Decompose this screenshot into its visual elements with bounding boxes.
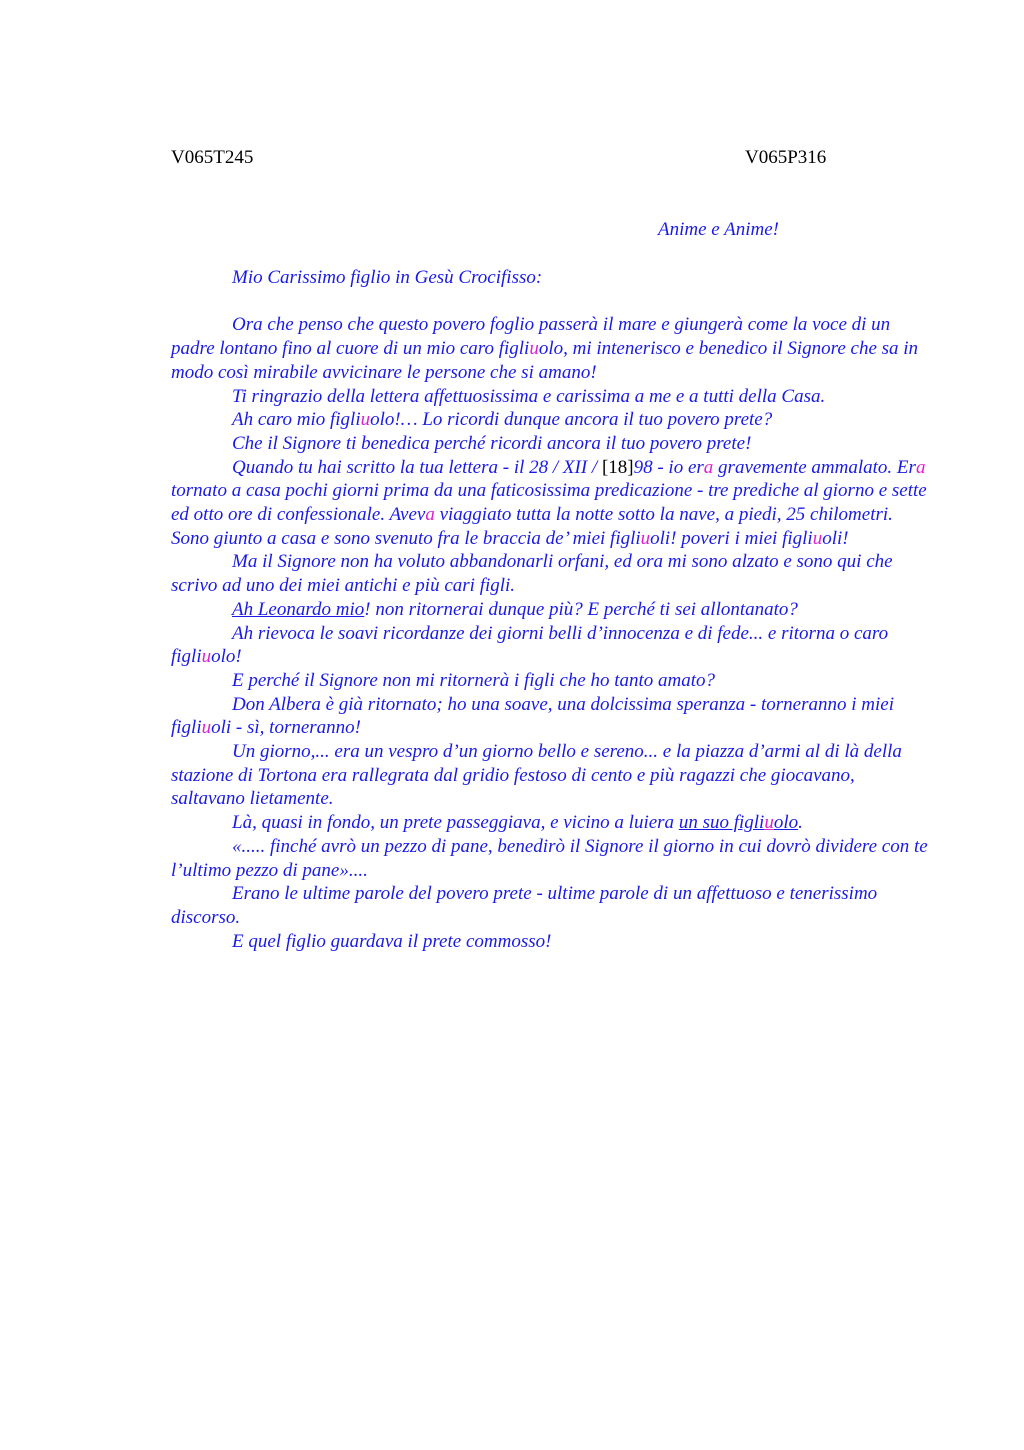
salutation: Mio Carissimo figlio in Gesù Crocifisso: bbox=[232, 267, 543, 288]
paragraph-7: Ah Leonardo mio! non ritornerai dunque più? E perché ti sei allontanato? bbox=[232, 598, 798, 620]
paragraph-9: E perché il Signore non mi ritornerà i figli che ho tanto amato? bbox=[232, 669, 716, 691]
paragraph-6: Ma il Signore non ha voluto abbandonarli orfani, ed ora mi sono alzato e sono qui che scrivo ad uno dei miei antichi e più cari figli. bbox=[171, 551, 893, 597]
paragraph-13: «..... finché avrò un pezzo di pane, benedirò il Signore il giorno in cui dovrò dividere con te l’ultimo pezzo di pane».... bbox=[171, 835, 928, 881]
paragraph-3: Ah caro mio figliuolo!… Lo ricordi dunque ancora il tuo povero prete? bbox=[232, 409, 773, 431]
paragraph-4: Che il Signore ti benedica perché ricordi ancora il tuo povero prete! bbox=[232, 432, 752, 454]
motto: Anime e Anime! bbox=[658, 219, 779, 240]
paragraph-1: Ora che penso che questo povero foglio passerà il mare e giungerà come la voce di un padre lontano fino al cuore di un mio caro figliuolo, mi intenerisco e benedico il Signore che sa in modo così mirabile avvicinare le persone che si amano! bbox=[171, 314, 919, 383]
paragraph-2: Ti ringrazio della lettera affettuosissima e carissima a me e a tutti della Casa. bbox=[232, 385, 826, 407]
paragraph-14: Erano le ultime parole del povero prete - ultime parole di un affettuoso e tenerissimo discorso. bbox=[171, 883, 878, 928]
header-right-code: V065P316 bbox=[745, 147, 827, 168]
paragraph-15: E quel figlio guardava il prete commosso! bbox=[232, 930, 552, 952]
paragraph-11: Un giorno,... era un vespro d’un giorno bello e sereno... e la piazza d’armi al di là della stazione di Tortona era rallegrata dal gridio festoso di cento e più ragazzi che giocavano, saltavano lietamente. bbox=[171, 741, 902, 810]
paragraph-8: Ah rievoca le soavi ricordanze dei giorni belli d’innocenza e di fede... e ritorna o caro figliuolo! bbox=[171, 622, 889, 668]
letter-body bbox=[171, 266, 931, 953]
header-left-code: V065T245 bbox=[171, 147, 254, 168]
paragraph-12: Là, quasi in fondo, un prete passeggiava, e vicino a luiera un suo figliuolo. bbox=[232, 812, 803, 834]
paragraph-5: Quando tu hai scritto la tua lettera - il 28 / XII / [18]98 - io era gravemente ammalato. Era tornato a casa pochi giorni prima da una faticosissima predicazione - tre prediche al giorno e sette ed otto ore di confessionale. Aveva viaggiato tutta la notte sotto la nave, a piedi, 25 chilometri. Sono giunto a casa e sono svenuto fra le braccia de’ miei figliuoli! poveri i miei figliuoli! bbox=[171, 456, 927, 549]
paragraph-10: Don Albera è già ritornato; ho una soave, una dolcissima speranza - torneranno i miei figliuoli - sì, torneranno! bbox=[171, 693, 894, 739]
